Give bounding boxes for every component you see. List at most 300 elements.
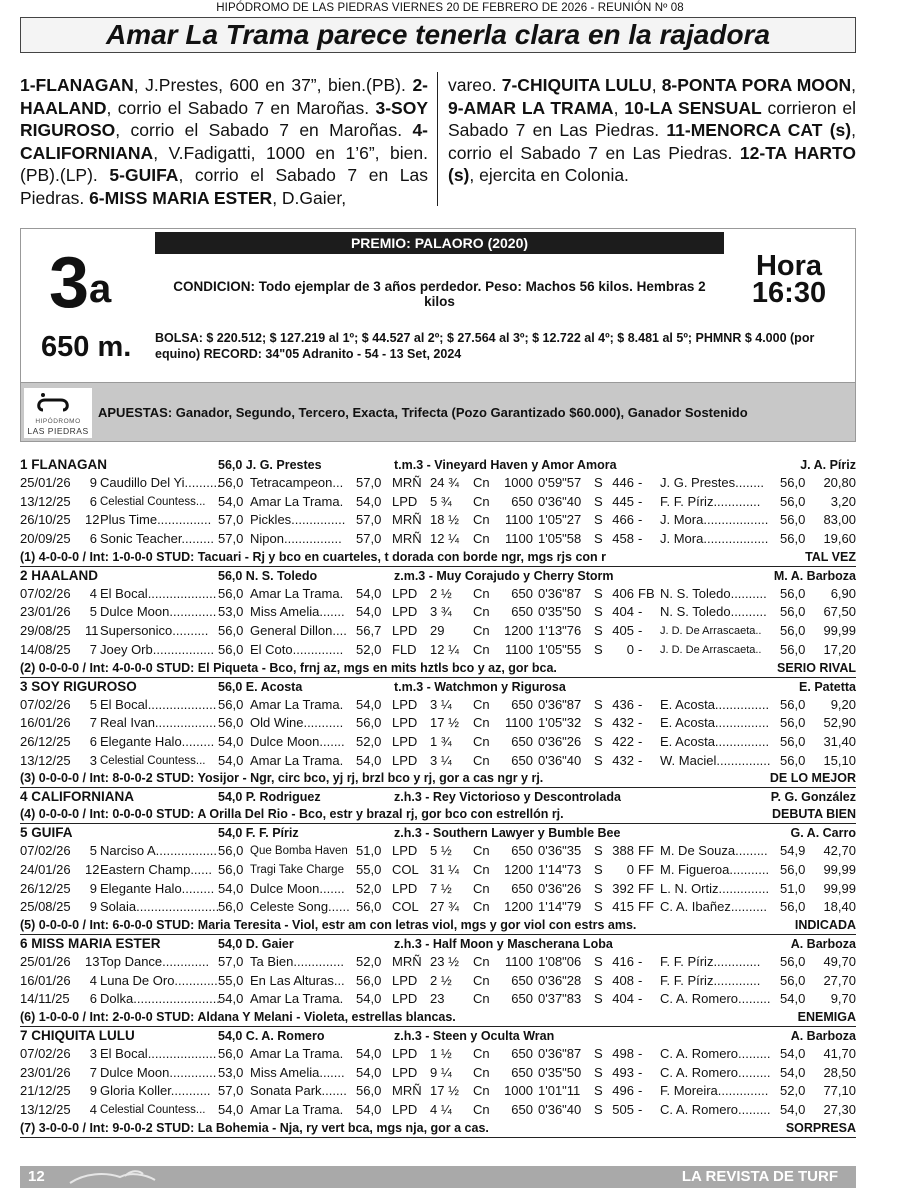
run-margin: 18 ½ [430, 512, 459, 528]
run-second-weight: 54,0 [356, 991, 382, 1007]
run-dividend: 99,99 [823, 880, 856, 896]
run-track: FLD [392, 641, 417, 657]
run-second-weight: 54,0 [356, 604, 382, 620]
run-winner-weight: 54,0 [218, 733, 244, 749]
header-topline: HIPÓDROMO DE LAS PIEDRAS VIERNES 20 DE FEBRERO DE 2026 - REUNIÓN Nº 08 [216, 2, 684, 14]
horse-trainer: E. Patetta [799, 679, 856, 694]
horse-stud-info: (3) 0-0-0-0 / Int: 8-0-0-2 STUD: Yosijor - Ngr, circ bco, yj rj, brzl bco y rj, gor a cas ngr y rj. [20, 771, 544, 786]
run-margin: 3 ¼ [430, 696, 452, 712]
run-second-weight: 57,0 [356, 475, 382, 490]
horse-footer [20, 1009, 856, 1026]
horse-pedigree: z.h.3 - Half Moon y Mascherana Loba [394, 937, 613, 951]
run-jockey: F. F. Píriz............. [660, 954, 761, 969]
run-winner: Elegante Halo......... [100, 880, 215, 896]
run-row [20, 603, 856, 622]
run-dividend: 52,90 [823, 715, 856, 731]
run-flag: - [638, 1083, 643, 1099]
horse-trainer: J. A. Píriz [800, 458, 856, 472]
run-second: Amar La Trama. [250, 696, 344, 712]
run-distance: 1100 [505, 531, 533, 547]
run-winner-weight: 54,0 [218, 493, 244, 509]
run-date: 14/11/25 [20, 991, 70, 1007]
horse-footer [20, 806, 856, 823]
intro-horse-name: 11-MENORCA CAT (s) [666, 120, 852, 140]
run-winner: Solaia....................... [100, 899, 220, 915]
horse-footer [20, 1120, 856, 1137]
run-jockey: E. Acosta............... [660, 733, 770, 749]
run-number: 405 [612, 623, 634, 639]
run-s: S [594, 972, 603, 988]
horse-block [20, 935, 856, 1027]
run-row [20, 990, 856, 1009]
run-dividend: 9,20 [830, 696, 856, 712]
run-flag: FF [638, 880, 654, 896]
race-number: 3$^a$ [49, 243, 112, 323]
horse-verdict: SERIO RIVAL [777, 660, 856, 675]
run-second-weight: 54,0 [356, 1064, 382, 1080]
run-distance: 650 [511, 972, 533, 988]
intro-text: , D.Gaier, [272, 187, 347, 208]
bets-text: APUESTAS: Ganador, Segundo, Tercero, Exacta, Trifecta (Pozo Garantizado $60.000), Ganador Sostenido [98, 405, 748, 420]
run-flag: FF [638, 899, 654, 915]
run-flag: - [638, 752, 643, 768]
run-date: 13/12/25 [20, 1102, 71, 1118]
run-position: 4 [89, 1102, 97, 1118]
run-margin: 12 ¼ [430, 531, 459, 547]
run-winner: Celestial Countess... [100, 754, 206, 767]
run-track: COL [392, 861, 419, 877]
run-flag: - [638, 623, 643, 639]
horse-header [20, 456, 856, 474]
intro-horse-name: 8-PONTA PORA MOON [661, 75, 852, 95]
run-s: S [594, 843, 603, 859]
run-track: LPD [392, 733, 418, 749]
run-distance: 1200 [504, 623, 533, 639]
run-track: LPD [392, 715, 418, 731]
horse-header [20, 935, 856, 953]
run-time: 0'36"87 [538, 1046, 582, 1062]
run-margin: 4 ¼ [430, 1102, 452, 1118]
run-flag: - [638, 991, 643, 1007]
run-winner: El Bocal................... [100, 1046, 217, 1062]
run-track: MRÑ [392, 531, 422, 547]
run-time: 0'59"57 [538, 475, 582, 490]
intro-left-column [20, 74, 428, 209]
run-s: S [594, 899, 603, 915]
run-jockey-weight: 56,0 [780, 493, 806, 509]
horse-jockey: 54,0 P. Rodriguez [218, 790, 321, 805]
run-second: Amar La Trama. [250, 991, 344, 1007]
run-time: 1'14"79 [538, 899, 582, 915]
horse-block [20, 567, 856, 678]
run-s: S [594, 493, 603, 509]
run-s: S [594, 475, 603, 490]
run-second-weight: 56,0 [356, 899, 382, 915]
run-track: LPD [392, 1064, 418, 1080]
run-second: Celeste Song...... [250, 899, 350, 915]
run-s: S [594, 991, 603, 1007]
run-position: 9 [89, 1083, 97, 1099]
run-winner: Elegante Halo......... [100, 733, 215, 749]
run-jockey: J. D. De Arrascaeta.. [660, 643, 762, 656]
run-track: COL [392, 899, 419, 915]
run-surface: Cn [473, 899, 490, 915]
run-second: Amar La Trama. [250, 1102, 344, 1118]
intro-text: , J.Prestes, 600 en 37”, bien.(PB). [133, 75, 413, 95]
run-flag: FF [638, 861, 654, 877]
run-winner: Celestial Countess... [100, 495, 206, 508]
run-position: 13 [85, 954, 100, 969]
run-winner-weight: 55,0 [218, 972, 244, 988]
run-second-weight: 56,0 [356, 715, 382, 731]
magazine-name: LA REVISTA DE TURF [681, 1168, 838, 1185]
logo-line-2: LAS PIEDRAS [27, 426, 89, 436]
intro-text: , corrio el Sabado 7 en Las Piedras. [448, 120, 856, 163]
run-flag: - [638, 733, 643, 749]
run-row [20, 861, 856, 880]
run-time: 0'36"87 [538, 696, 582, 712]
run-second-weight: 55,0 [356, 861, 382, 877]
run-jockey: C. A. Romero......... [660, 1102, 771, 1118]
horse-stud-info: (6) 1-0-0-0 / Int: 2-0-0-0 STUD: Aldana Y Melani - Violeta, estrellas blancas. [20, 1010, 456, 1025]
horseshoe-icon [33, 392, 83, 416]
run-winner: Top Dance............. [100, 954, 210, 969]
run-jockey: C. A. Romero......... [660, 1046, 771, 1062]
run-surface: Cn [473, 475, 490, 490]
horse-name: 6 MISS MARIA ESTER [20, 936, 161, 951]
page-footer [20, 1166, 856, 1188]
run-s: S [594, 512, 603, 528]
run-dividend: 99,99 [823, 861, 856, 877]
horse-jockey: 56,0 N. S. Toledo [218, 568, 318, 583]
run-distance: 650 [511, 733, 533, 749]
run-distance: 1000 [504, 1083, 533, 1099]
run-jockey-weight: 56,0 [780, 641, 806, 657]
run-track: LPD [392, 752, 418, 768]
run-winner-weight: 54,0 [218, 991, 244, 1007]
run-track: LPD [392, 623, 418, 639]
horse-jockey: 56,0 J. G. Prestes [218, 458, 322, 472]
run-dividend: 17,20 [823, 641, 856, 657]
run-date: 07/02/26 [20, 1046, 71, 1062]
run-track: LPD [392, 880, 418, 896]
run-dividend: 83,00 [823, 512, 856, 528]
run-dividend: 18,40 [823, 899, 856, 915]
run-surface: Cn [473, 604, 490, 620]
horse-pedigree: z.h.3 - Rey Victorioso y Descontrolada [394, 790, 621, 805]
run-s: S [594, 733, 603, 749]
run-position: 7 [89, 641, 97, 657]
run-position: 5 [89, 696, 97, 712]
run-surface: Cn [473, 696, 490, 712]
run-date: 13/12/25 [20, 752, 71, 768]
intro-horse-name: 12-TA HARTO (s) [448, 142, 856, 185]
run-flag: - [638, 696, 643, 712]
run-second-weight: 56,0 [356, 1083, 382, 1099]
run-s: S [594, 696, 603, 712]
run-distance: 650 [511, 843, 533, 859]
run-track: LPD [392, 843, 418, 859]
run-s: S [594, 1064, 603, 1080]
run-second-weight: 56,7 [356, 623, 382, 639]
run-number: 406 [612, 585, 634, 601]
run-winner-weight: 57,0 [218, 1083, 244, 1099]
horse-trainer: G. A. Carro [790, 826, 856, 841]
run-distance: 650 [511, 752, 533, 768]
run-time: 0'36"26 [538, 880, 582, 896]
run-track: LPD [392, 972, 418, 988]
run-winner-weight: 57,0 [218, 954, 244, 969]
run-margin: 23 [430, 991, 445, 1007]
run-second: Ta Bien.............. [250, 954, 344, 969]
run-winner: Caudillo Del Yi.......... [100, 475, 221, 490]
run-jockey-weight: 56,0 [780, 604, 806, 620]
run-distance: 650 [511, 696, 533, 712]
run-row [20, 953, 856, 972]
intro-text: vareo. [448, 75, 502, 95]
hour-value: 16:30 [751, 277, 827, 309]
run-second: Dulce Moon....... [250, 733, 345, 749]
run-track: LPD [392, 991, 418, 1007]
run-second: Miss Amelia....... [250, 604, 345, 620]
run-position: 9 [89, 880, 97, 896]
run-second: Old Wine........... [250, 715, 344, 731]
horse-block [20, 456, 856, 567]
run-flag: - [638, 641, 643, 657]
run-second: Tetracampeon... [250, 475, 344, 490]
run-second: Dulce Moon....... [250, 880, 345, 896]
horse-block [20, 1027, 856, 1138]
run-time: 0'36"26 [538, 733, 582, 749]
run-number: 404 [612, 991, 634, 1007]
run-position: 9 [89, 899, 97, 915]
run-margin: 3 ¼ [430, 752, 452, 768]
run-winner: Plus Time............... [100, 512, 212, 528]
run-jockey-weight: 54,0 [780, 1064, 806, 1080]
run-position: 4 [89, 972, 97, 988]
run-jockey: F. F. Píriz............. [660, 493, 761, 509]
run-winner: Dulce Moon............. [100, 604, 217, 620]
run-second: Amar La Trama. [250, 1046, 344, 1062]
run-position: 5 [89, 604, 97, 620]
horse-stud-info: (5) 0-0-0-0 / Int: 6-0-0-0 STUD: Maria Teresita - Viol, estr am con letras viol, mgs y gor viol con estrs ams. [20, 918, 637, 932]
horse-stud-info: (7) 3-0-0-0 / Int: 9-0-0-2 STUD: La Bohemia - Nja, ry vert bca, mgs nja, gor a cas. [20, 1120, 489, 1135]
run-position: 6 [89, 733, 97, 749]
run-winner: Gloria Koller........... [100, 1083, 211, 1099]
run-track: LPD [392, 1046, 418, 1062]
horse-footer [20, 549, 856, 566]
horse-verdict: TAL VEZ [805, 549, 856, 564]
run-margin: 31 ¼ [430, 861, 459, 877]
run-flag: - [638, 954, 643, 969]
run-row [20, 1045, 856, 1064]
run-margin: 24 ¾ [430, 475, 459, 490]
run-number: 404 [612, 604, 634, 620]
run-position: 5 [89, 843, 97, 859]
race-info-box [20, 228, 856, 442]
run-time: 1'01"11 [538, 1083, 581, 1099]
race-condition: CONDICION: Todo ejemplar de 3 años perdedor. Peso: Machos 56 kilos. Hembras 2 kilos [173, 279, 706, 309]
horse-header [20, 824, 856, 842]
run-row [20, 714, 856, 733]
run-time: 0'36"35 [538, 843, 582, 859]
run-second: Tragi Take Charge [250, 863, 344, 876]
run-jockey: J. Mora.................. [660, 512, 769, 528]
run-time: 0'36"87 [538, 585, 582, 601]
run-second-weight: 54,0 [356, 696, 382, 712]
run-flag: - [638, 1046, 643, 1062]
run-surface: Cn [473, 1046, 490, 1062]
run-surface: Cn [473, 493, 490, 509]
run-s: S [594, 1102, 603, 1118]
run-dividend: 31,40 [823, 733, 856, 749]
run-winner: El Bocal................... [100, 696, 217, 712]
run-margin: 1 ½ [430, 1046, 452, 1062]
run-flag: FF [638, 843, 654, 859]
run-margin: 2 ½ [430, 585, 452, 601]
run-surface: Cn [473, 585, 490, 601]
run-jockey: J. G. Prestes........ [660, 475, 765, 490]
horse-verdict: ENEMIGA [797, 1010, 856, 1025]
run-surface: Cn [473, 843, 490, 859]
run-track: MRÑ [392, 512, 422, 528]
run-second-weight: 54,0 [356, 1102, 382, 1118]
run-margin: 17 ½ [430, 715, 459, 731]
run-jockey-weight: 56,0 [780, 512, 806, 528]
run-winner: Sonic Teacher......... [100, 531, 214, 547]
run-distance: 1100 [505, 641, 533, 657]
run-track: MRÑ [392, 954, 422, 969]
run-date: 26/12/25 [20, 733, 71, 749]
run-jockey-weight: 56,0 [780, 696, 806, 712]
run-jockey: F. Moreira.............. [660, 1083, 769, 1099]
run-winner: Dulce Moon............. [100, 1064, 217, 1080]
race-info-top [21, 229, 855, 382]
headline: Amar La Trama parece tenerla clara en la rajadora [20, 17, 856, 53]
run-surface: Cn [473, 972, 490, 988]
run-surface: Cn [473, 531, 490, 547]
logo-line-1: HIPÓDROMO [35, 418, 81, 425]
intro-horse-name: 3-SOY RIGUROSO [20, 97, 428, 140]
bets-bar [21, 382, 855, 441]
run-dividend: 3,20 [830, 493, 856, 509]
run-surface: Cn [473, 861, 490, 877]
run-second: Que Bomba Haven [250, 845, 348, 858]
intro-divider [437, 72, 438, 206]
horse-stud-info: (2) 0-0-0-0 / Int: 4-0-0-0 STUD: El Piqueta - Bco, frnj az, mgs en mits hztls bco y az, gor bca. [20, 660, 557, 675]
horse-name: 3 SOY RIGUROSO [20, 678, 137, 694]
run-distance: 1200 [504, 899, 533, 915]
run-second-weight: 56,0 [356, 972, 382, 988]
horse-name: 4 CALIFORNIANA [20, 789, 134, 805]
run-dividend: 99,99 [823, 623, 856, 639]
run-position: 3 [89, 1046, 97, 1062]
run-second: Sonata Park....... [250, 1083, 347, 1099]
run-flag: - [638, 512, 643, 528]
intro-horse-name: 7-CHIQUITA LULU [501, 75, 652, 95]
run-date: 29/08/25 [20, 623, 71, 639]
run-flag: FB [638, 585, 655, 601]
run-margin: 5 ¾ [430, 493, 452, 509]
run-date: 14/08/25 [20, 641, 71, 657]
run-position: 7 [89, 1064, 97, 1080]
run-number: 416 [612, 954, 634, 969]
intro-text: corrieron el Sabado 7 en Las Piedras. [448, 97, 856, 140]
run-position: 7 [89, 715, 97, 731]
run-second: Pickles............... [250, 512, 346, 528]
run-date: 16/01/26 [20, 972, 71, 988]
horse-trainer: P. G. González [770, 790, 856, 805]
run-s: S [594, 531, 603, 547]
run-time: 1'14"73 [538, 861, 582, 877]
run-position: 9 [89, 475, 97, 490]
horse-stud-info: (1) 4-0-0-0 / Int: 1-0-0-0 STUD: Tacuari - Rj y bco en cuarteles, t dorada con borde ngr, mgs rjs con r [20, 549, 607, 564]
run-time: 1'08"06 [538, 954, 582, 969]
run-jockey-weight: 56,0 [780, 752, 806, 768]
run-second-weight: 54,0 [356, 585, 382, 601]
intro-horse-name: 6-MISS MARIA ESTER [89, 187, 273, 208]
run-date: 25/01/26 [20, 475, 71, 490]
run-row [20, 474, 856, 493]
run-date: 13/12/25 [20, 493, 71, 509]
run-number: 415 [612, 899, 634, 915]
run-distance: 1200 [504, 861, 533, 877]
horse-header [20, 567, 856, 585]
horse-jockey: 54,0 F. F. Píriz [218, 826, 299, 841]
run-number: 505 [612, 1102, 634, 1118]
horse-pedigree: z.h.3 - Steen y Oculta Wran [394, 1029, 555, 1044]
run-distance: 1000 [504, 475, 533, 490]
run-track: LPD [392, 604, 418, 620]
run-winner: Real Ivan................. [100, 715, 217, 731]
run-jockey-weight: 56,0 [780, 954, 806, 969]
run-time: 1'05"55 [538, 641, 582, 657]
run-position: 6 [89, 531, 97, 547]
run-second: General Dillon.... [250, 623, 347, 639]
run-date: 07/02/26 [20, 696, 71, 712]
run-s: S [594, 715, 603, 731]
run-jockey-weight: 56,0 [780, 972, 806, 988]
run-time: 1'05"32 [538, 715, 582, 731]
run-jockey-weight: 56,0 [780, 899, 806, 915]
run-date: 20/09/25 [20, 531, 71, 547]
run-winner: Luna De Oro............ [100, 972, 218, 988]
horse-pedigree: t.m.3 - Vineyard Haven y Amor Amora [394, 458, 617, 472]
run-second-weight: 51,0 [356, 843, 382, 859]
run-number: 432 [612, 715, 634, 731]
intro-horse-name: 5-GUIFA [109, 165, 179, 185]
run-second-weight: 52,0 [356, 733, 382, 749]
run-number: 436 [612, 696, 634, 712]
run-surface: Cn [473, 991, 490, 1007]
run-jockey-weight: 56,0 [780, 623, 806, 639]
run-jockey: C. A. Romero......... [660, 1064, 771, 1080]
run-winner-weight: 53,0 [218, 1064, 244, 1080]
run-margin: 2 ½ [430, 972, 452, 988]
run-s: S [594, 623, 603, 639]
run-jockey-weight: 54,0 [780, 1046, 806, 1062]
horse-name: 2 HAALAND [20, 567, 99, 583]
run-date: 23/01/26 [20, 1064, 71, 1080]
run-second: En Las Alturas... [250, 972, 345, 988]
run-second-weight: 54,0 [356, 493, 382, 509]
run-track: MRÑ [392, 1083, 422, 1099]
run-date: 25/08/25 [20, 899, 71, 915]
run-row [20, 696, 856, 715]
run-winner-weight: 56,0 [218, 475, 244, 490]
run-winner: El Bocal................... [100, 585, 217, 601]
run-position: 11 [85, 623, 99, 639]
